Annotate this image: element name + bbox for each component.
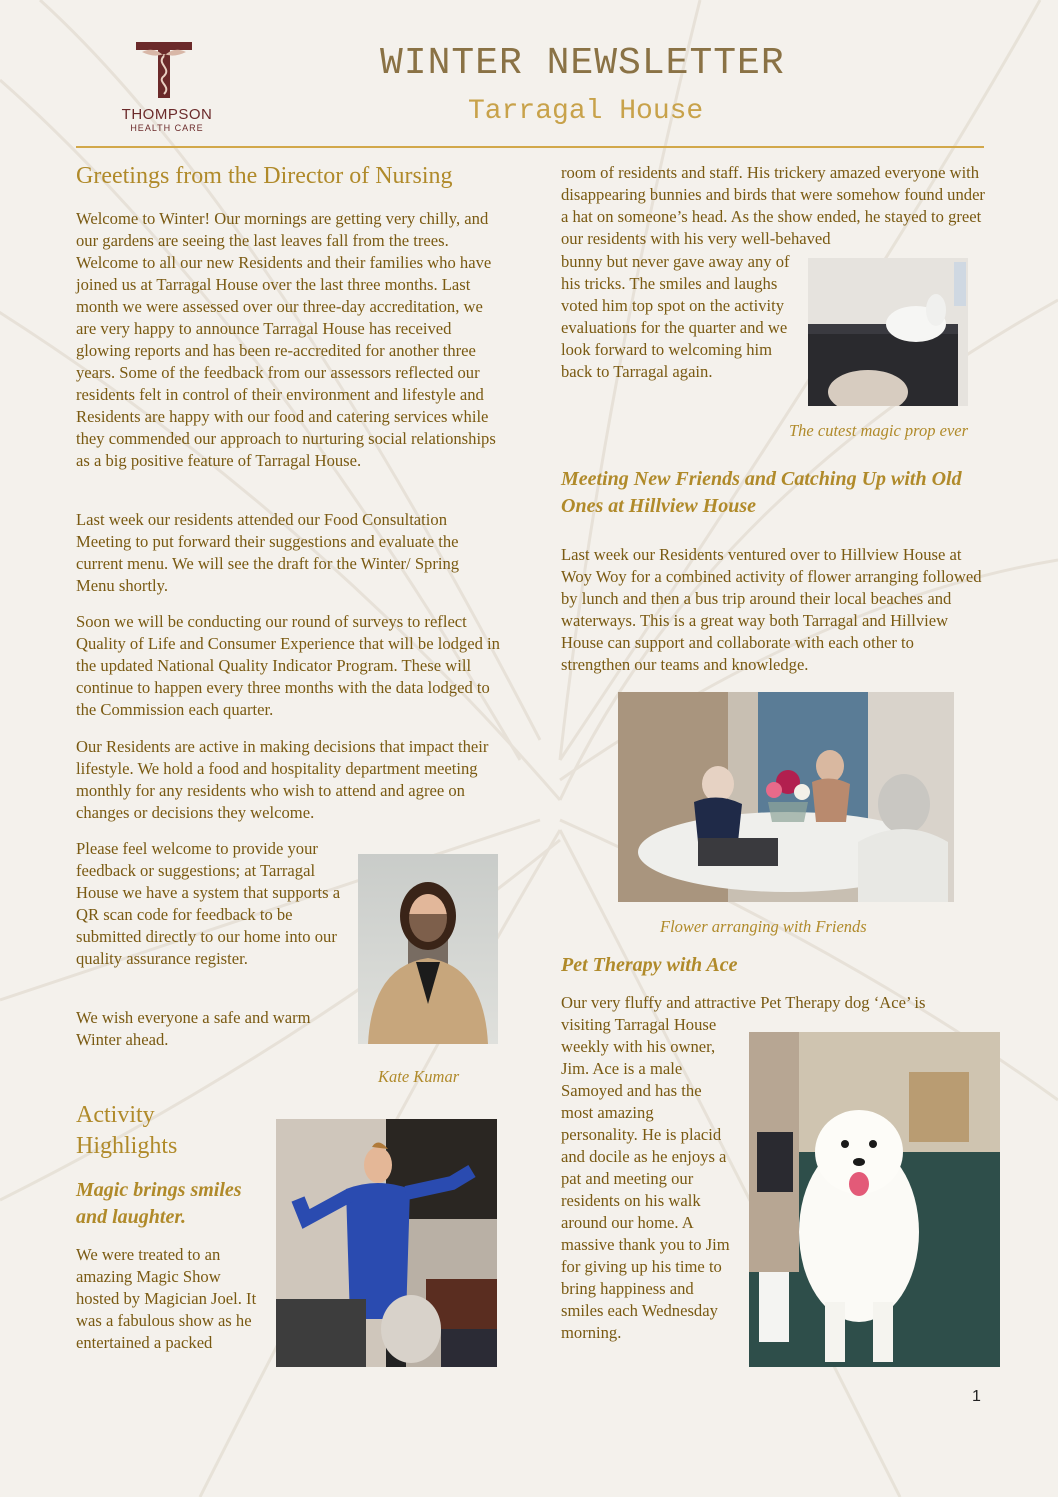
magician-photo [276,1119,497,1367]
brand-name: THOMPSON [121,106,213,123]
pet-paragraph: visiting Tarragal House weekly with his owner, Jim. Ace is a male Samoyed and has the most amazing personality. He is placid and docile as he enjoys a pat and meeting our residents on his walk around our home. A massive thank you to Jim for giving up his time to bring happiness and smiles each Wednesday morning. [561,1015,730,1342]
director-photo [358,854,498,1044]
director-photo-caption: Kate Kumar [378,1067,460,1086]
director-paragraph-6: We wish everyone a safe and warm Winter ahead. [76,1008,311,1049]
flower-photo-caption: Flower arranging with Friends [660,917,867,936]
director-paragraph-1: Welcome to Winter! Our mornings are getting very chilly, and our gardens are seeing the last leaves fall from the trees. Welcome to all our new Residents and their families who have joined us at Tarragal House over the last three months. Last month we were assessed over our three-day accreditation, we are very happy to announce Tarragal House has received glowing reports and has been re-accredited for another three years. Some of the feedback from our assessors reflected our residents felt in control of their environment and lifestyle and Residents are happy with our food and catering services while they commended our approach to nurturing social relationships as a big positive feature of Tarragal House. [76,209,496,470]
director-paragraph-4: Our Residents are active in making decisions that impact their lifestyle. We hold a food and hospitality department meeting monthly for any residents who wish to attend and agree on changes or decisions they welcome. [76,737,489,822]
pet-paragraph-first-line: Our very fluffy and attractive Pet Therapy dog ‘Ace’ is [561,993,926,1012]
caduceus-t-icon [134,38,194,100]
page-number: 1 [972,1388,981,1405]
activity-paragraph-continued: room of residents and staff. His trickery amazed everyone with disappearing bunnies and birds that were somehow found under a hat on someone’s head. As the show ended, he stayed to greet our residents with his very well-behaved [561,163,985,248]
hillview-paragraph: Last week our Residents ventured over to Hillview House at Woy Woy for a combined activity of flower arranging followed by lunch and then a bus trip around their local beaches and waterways. This is a great way both Tarragal and Hillview House can support and collaborate with each other to strengthen our teams and knowledge. [561,545,982,674]
activity-subheading: Magic brings smiles and laughter. [76,1179,242,1228]
therapy-dog-photo [749,1032,1000,1367]
pet-therapy-heading: Pet Therapy with Ace [561,954,738,976]
activity-paragraph-wrap: bunny but never gave away any of his tricks. The smiles and laughs voted him top spot on the activity evaluations for the quarter and we look forward to welcoming him back to Tarragal again. [561,252,790,381]
director-paragraph-5: Please feel welcome to provide your feedback or suggestions; at Tarragal House we have a system that supports a QR scan code for feedback to be submitted directly to our home into our quality assurance register. [76,839,341,968]
hillview-heading: Meeting New Friends and Catching Up with Old Ones at Hillview House [561,468,962,517]
director-paragraph-2: Last week our residents attended our Food Consultation Meeting to put forward their suggestions and evaluate the current menu. We will see the draft for the Winter/ Spring Menu shortly. [76,510,460,595]
header-divider [76,146,984,148]
brand-tagline: HEALTH CARE [130,123,204,133]
director-heading: Greetings from the Director of Nursing [76,163,453,189]
director-paragraph-3: Soon we will be conducting our round of surveys to reflect Quality of Life and Consumer Experience that will be lodged in the updated National Quality Indicator Program. These will continue to happen every three months with the data lodged to the Commission each quarter. [76,612,500,719]
flower-arranging-photo [618,692,954,902]
company-logo [112,38,222,134]
newsletter-title: WINTER NEWSLETTER [380,42,785,85]
newsletter-subtitle: Tarragal House [468,96,704,127]
bunny-photo-caption: The cutest magic prop ever [789,421,969,440]
bunny-photo [808,258,968,406]
activity-heading: Activity Highlights [76,1102,178,1159]
activity-paragraph: We were treated to an amazing Magic Show hosted by Magician Joel. It was a fabulous show as he entertained a packed [76,1245,257,1352]
